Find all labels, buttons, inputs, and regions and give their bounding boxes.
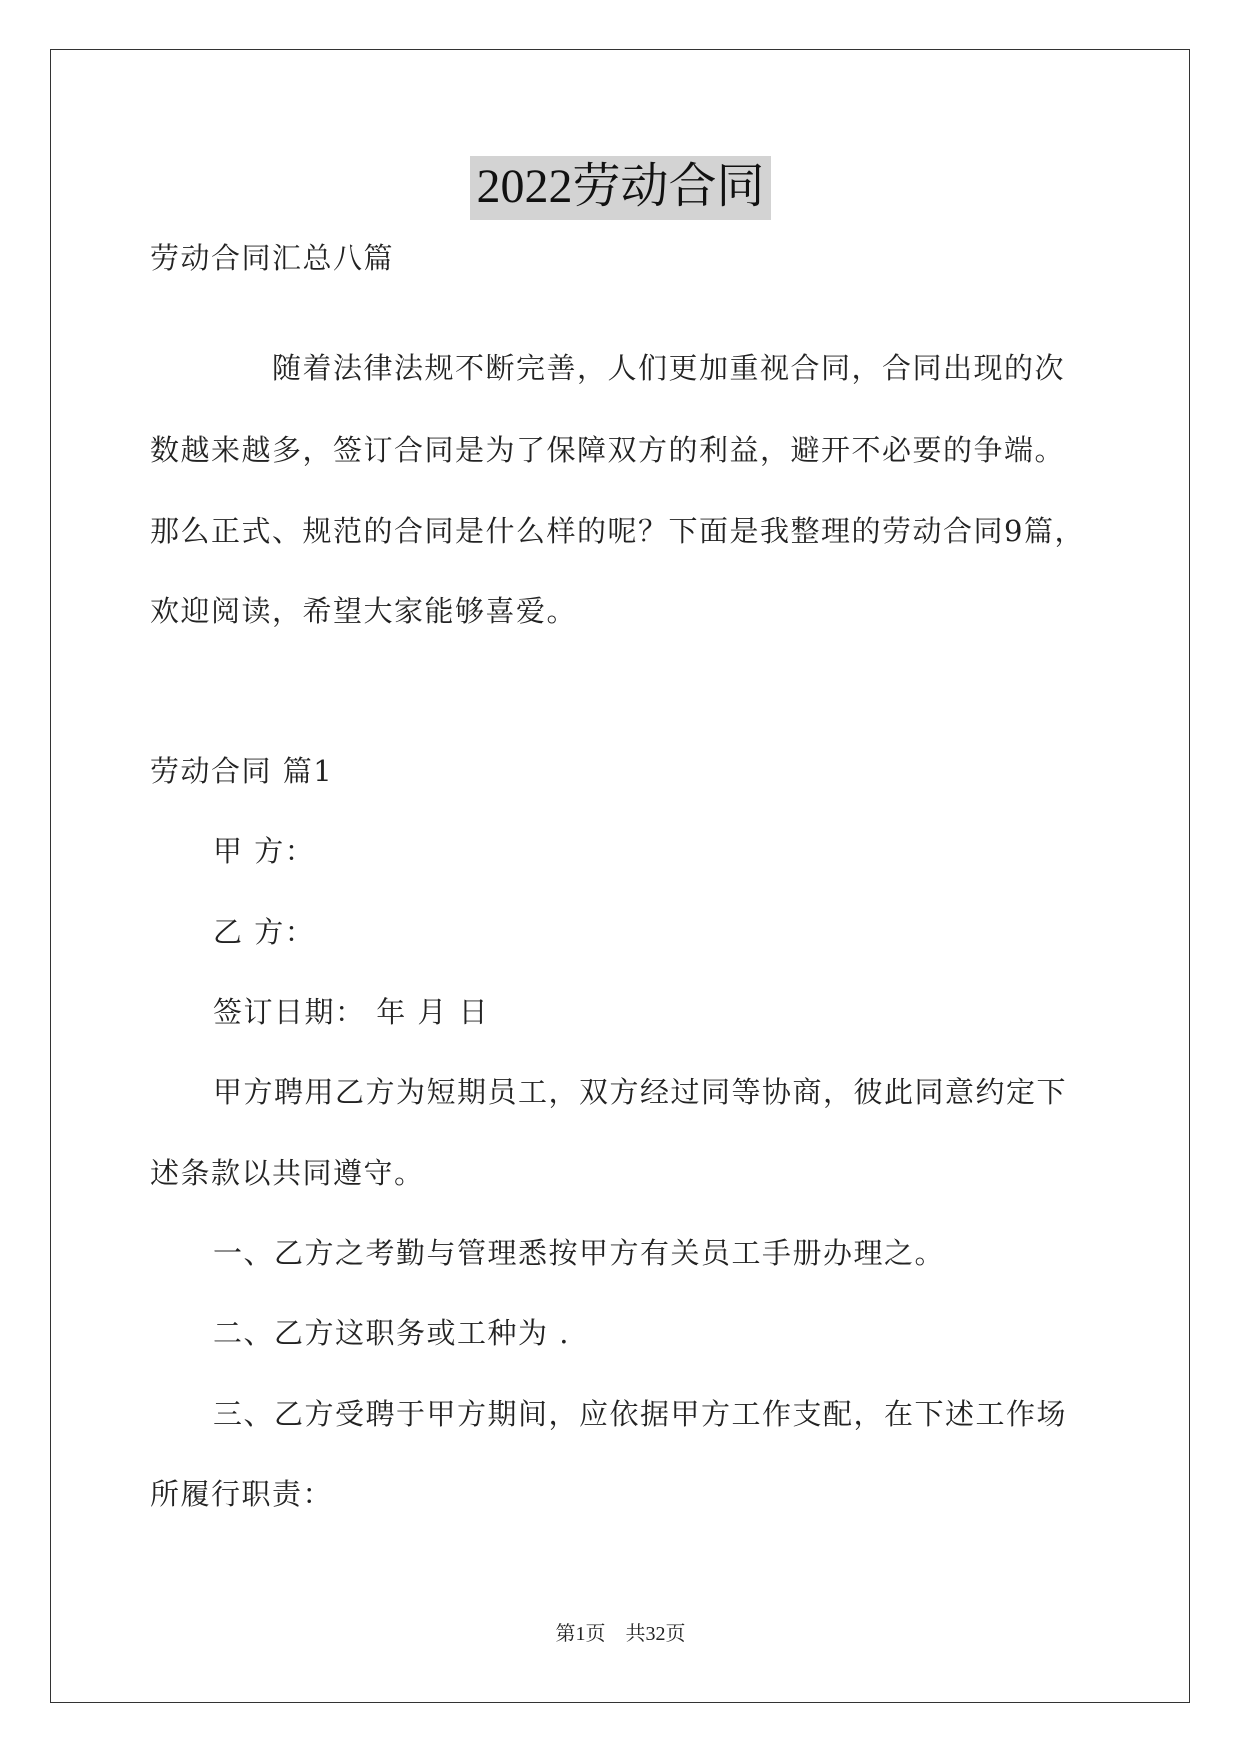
page-number: 第1页 <box>555 1623 606 1645</box>
document-title-text: 2022劳动合同 <box>470 156 770 220</box>
sign-date-field: 签订日期： 年 月 日 <box>213 995 490 1029</box>
intro-line-3: 那么正式、规范的合同是什么样的呢？下面是我整理的劳动合同9篇， <box>150 514 1085 548</box>
intro-line-2: 数越来越多，签订合同是为了保障双方的利益，避开不必要的争端。 <box>150 433 1066 467</box>
page-border <box>50 49 1190 1703</box>
page-footer <box>0 1622 1241 1646</box>
section-heading: 劳动合同 篇1 <box>150 754 334 788</box>
intro-line-4: 欢迎阅读，希望大家能够喜爱。 <box>150 594 578 628</box>
party-a-field: 甲 方： <box>213 834 316 868</box>
document-subtitle: 劳动合同汇总八篇 <box>150 241 395 275</box>
clause-3-line-2: 所履行职责： <box>150 1477 334 1511</box>
intro-line-1: 随着法律法规不断完善，人们更加重视合同，合同出现的次 <box>272 351 1066 385</box>
paragraph-1-line-1: 甲方聘用乙方为短期员工，双方经过同等协商，彼此同意约定下 <box>213 1075 1068 1109</box>
page-total: 共32页 <box>625 1623 686 1645</box>
party-b-field: 乙 方： <box>213 915 316 949</box>
paragraph-1-line-2: 述条款以共同遵守。 <box>150 1156 425 1190</box>
clause-3-line-1: 三、乙方受聘于甲方期间，应依据甲方工作支配，在下述工作场 <box>213 1397 1068 1431</box>
document-title <box>0 156 1241 220</box>
clause-2: 二、乙方这职务或工种为 . <box>213 1316 570 1350</box>
clause-1: 一、乙方之考勤与管理悉按甲方有关员工手册办理之。 <box>213 1236 946 1270</box>
